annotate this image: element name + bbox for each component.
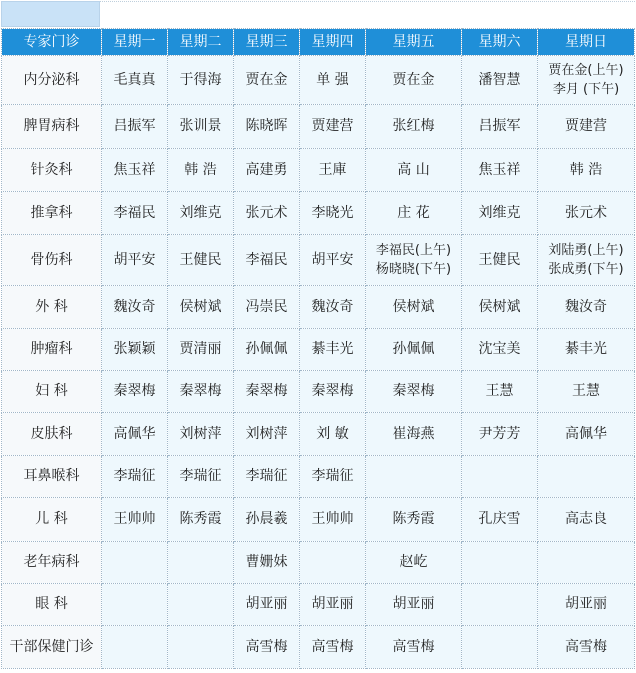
- top-gridline: [100, 1, 635, 2]
- doctor-name: 孙晨羲: [245, 511, 288, 527]
- schedule-cell-friday: [366, 105, 462, 149]
- schedule-cell-friday: [366, 192, 462, 235]
- schedule-cell-sunday: [538, 584, 635, 626]
- table-row: [2, 371, 635, 413]
- schedule-cell-wednesday: [234, 286, 300, 329]
- schedule-cell-tuesday: [168, 192, 234, 235]
- doctor-name: 魏汝奇: [565, 298, 607, 315]
- schedule-cell-friday: [366, 456, 462, 498]
- doctor-name: 胡平安: [113, 251, 156, 268]
- schedule-cell-tuesday: [168, 498, 234, 542]
- header-cell-friday: 星期五: [366, 29, 462, 56]
- schedule-cell-saturday: [462, 192, 538, 235]
- spreadsheet-top-strip: [0, 0, 636, 28]
- schedule-cell-sunday: [538, 56, 635, 105]
- schedule-cell-thursday: [300, 542, 366, 584]
- table-row: [2, 456, 635, 498]
- doctor-name: 高佩华: [113, 425, 156, 442]
- doctor-name: 李福民: [245, 251, 288, 268]
- selected-cell[interactable]: [1, 1, 100, 27]
- schedule-cell-monday: [102, 105, 168, 149]
- doctor-name: 刘维克: [478, 204, 521, 221]
- department-cell: 推拿科: [2, 192, 102, 235]
- doctor-name: 庄 花: [397, 204, 430, 221]
- schedule-cell-friday: [366, 149, 462, 192]
- schedule-cell-wednesday: [234, 498, 300, 542]
- doctor-name: 焦玉祥: [478, 161, 521, 178]
- doctor-name: 张成勇(下午): [548, 262, 624, 277]
- doctor-name: 綦丰光: [565, 341, 607, 357]
- doctor-name: 李福民: [113, 204, 156, 221]
- doctor-name: 张红梅: [392, 118, 435, 134]
- schedule-cell-thursday: [300, 584, 366, 626]
- schedule-cell-saturday: [462, 329, 538, 371]
- schedule-cell-monday: [102, 413, 168, 456]
- schedule-cell-wednesday: [234, 413, 300, 456]
- schedule-cell-sunday: [538, 329, 635, 371]
- department-cell: 妇 科: [2, 371, 102, 413]
- schedule-cell-monday: [102, 286, 168, 329]
- schedule-cell-tuesday: [168, 584, 234, 626]
- doctor-name: 刘维克: [179, 204, 222, 221]
- schedule-cell-monday: [102, 371, 168, 413]
- schedule-cell-friday: [366, 413, 462, 456]
- schedule-cell-monday: [102, 456, 168, 498]
- doctor-name: 胡亚丽: [565, 596, 607, 612]
- schedule-cell-sunday: [538, 371, 635, 413]
- schedule-cell-wednesday: [234, 192, 300, 235]
- schedule-cell-saturday: [462, 542, 538, 584]
- doctor-name: 贾在金(上午): [548, 63, 624, 78]
- doctor-name: 赵屹: [399, 554, 428, 570]
- doctor-name: 高佩华: [565, 425, 607, 442]
- doctor-name: 秦翠梅: [392, 383, 435, 399]
- doctor-name: 秦翠梅: [113, 383, 156, 399]
- doctor-name: 綦丰光: [311, 341, 354, 357]
- expert-clinic-schedule-table: [1, 28, 635, 669]
- doctor-name: 陈秀霞: [392, 511, 435, 527]
- schedule-cell-saturday: [462, 626, 538, 669]
- schedule-cell-tuesday: [168, 149, 234, 192]
- doctor-name: 张元术: [565, 204, 607, 221]
- schedule-cell-monday: [102, 149, 168, 192]
- schedule-cell-friday: [366, 286, 462, 329]
- doctor-name: 尹芳芳: [478, 425, 521, 442]
- doctor-name: 韩 浩: [184, 161, 217, 178]
- doctor-name: 王庫: [318, 161, 347, 178]
- header-row: [2, 29, 635, 56]
- schedule-cell-monday: [102, 56, 168, 105]
- table-row: [2, 542, 635, 584]
- doctor-name: 张颖颖: [113, 341, 156, 357]
- doctor-name: 胡亚丽: [311, 596, 354, 612]
- doctor-name: 秦翠梅: [311, 383, 354, 399]
- table-row: [2, 413, 635, 456]
- doctor-name: 高雪梅: [311, 638, 354, 655]
- doctor-name: 王健民: [478, 251, 521, 268]
- schedule-cell-tuesday: [168, 542, 234, 584]
- doctor-name: 焦玉祥: [113, 161, 156, 178]
- schedule-cell-sunday: [538, 626, 635, 669]
- schedule-cell-tuesday: [168, 56, 234, 105]
- doctor-name: 单 强: [316, 71, 349, 88]
- schedule-cell-tuesday: [168, 371, 234, 413]
- schedule-cell-sunday: [538, 542, 635, 584]
- department-cell: 肿瘤科: [2, 329, 102, 371]
- doctor-name: 王慧: [572, 383, 600, 399]
- schedule-cell-saturday: [462, 105, 538, 149]
- doctor-name: 高雪梅: [565, 638, 607, 655]
- schedule-body: [2, 56, 635, 669]
- doctor-name: 刘 敏: [316, 425, 349, 442]
- doctor-name: 贾在金: [392, 71, 435, 88]
- schedule-cell-friday: [366, 56, 462, 105]
- department-cell: 针灸科: [2, 149, 102, 192]
- schedule-cell-saturday: [462, 413, 538, 456]
- header-cell-sunday: 星期日: [538, 29, 635, 56]
- schedule-cell-thursday: [300, 626, 366, 669]
- table-row: [2, 626, 635, 669]
- schedule-cell-thursday: [300, 498, 366, 542]
- header-cell-tuesday: 星期二: [168, 29, 234, 56]
- doctor-name: 毛真真: [113, 71, 156, 88]
- schedule-cell-monday: [102, 235, 168, 286]
- department-cell: 皮肤科: [2, 413, 102, 456]
- doctor-name: 李瑞征: [179, 468, 222, 484]
- doctor-name: 高建勇: [245, 161, 288, 178]
- schedule-cell-sunday: [538, 413, 635, 456]
- doctor-name: 胡平安: [311, 251, 354, 268]
- schedule-cell-tuesday: [168, 329, 234, 371]
- schedule-cell-tuesday: [168, 626, 234, 669]
- header-cell-saturday: 星期六: [462, 29, 538, 56]
- schedule-cell-friday: [366, 542, 462, 584]
- doctor-name: 王慧: [485, 383, 514, 399]
- schedule-cell-sunday: [538, 286, 635, 329]
- table-row: [2, 498, 635, 542]
- schedule-cell-sunday: [538, 235, 635, 286]
- doctor-name: 李晓光: [311, 204, 354, 221]
- schedule-cell-saturday: [462, 498, 538, 542]
- schedule-cell-saturday: [462, 235, 538, 286]
- schedule-cell-tuesday: [168, 235, 234, 286]
- department-cell: 耳鼻喉科: [2, 456, 102, 498]
- doctor-name: 吕振军: [478, 118, 521, 134]
- table-row: [2, 235, 635, 286]
- department-cell: 眼 科: [2, 584, 102, 626]
- doctor-name: 魏汝奇: [311, 298, 354, 315]
- table-row: [2, 286, 635, 329]
- schedule-cell-tuesday: [168, 456, 234, 498]
- schedule-cell-thursday: [300, 413, 366, 456]
- table-row: [2, 149, 635, 192]
- doctor-name: 王帅帅: [311, 511, 354, 527]
- schedule-cell-thursday: [300, 56, 366, 105]
- department-cell: 老年病科: [2, 542, 102, 584]
- table-row: [2, 56, 635, 105]
- schedule-cell-wednesday: [234, 329, 300, 371]
- schedule-cell-monday: [102, 329, 168, 371]
- schedule-cell-tuesday: [168, 286, 234, 329]
- doctor-name: 李月 (下午): [552, 82, 620, 97]
- schedule-cell-tuesday: [168, 105, 234, 149]
- doctor-name: 李瑞征: [311, 468, 354, 484]
- doctor-name: 曹姗妹: [245, 554, 288, 570]
- department-cell: 干部保健门诊: [2, 626, 102, 669]
- doctor-name: 崔海燕: [392, 425, 435, 442]
- doctor-name: 秦翠梅: [245, 383, 288, 399]
- doctor-name: 潘智慧: [478, 71, 521, 88]
- doctor-name: 高雪梅: [245, 638, 288, 655]
- doctor-name: 侯树斌: [392, 298, 435, 315]
- doctor-name: 张元术: [245, 204, 288, 221]
- schedule-cell-wednesday: [234, 149, 300, 192]
- doctor-name: 侯树斌: [478, 298, 521, 315]
- doctor-name: 陈晓晖: [245, 118, 288, 134]
- doctor-name: 沈宝美: [478, 341, 521, 357]
- schedule-cell-thursday: [300, 456, 366, 498]
- schedule-cell-monday: [102, 192, 168, 235]
- schedule-cell-friday: [366, 371, 462, 413]
- schedule-cell-sunday: [538, 498, 635, 542]
- doctor-name: 贾清丽: [179, 341, 222, 357]
- doctor-name: 贾在金: [245, 71, 288, 88]
- schedule-cell-friday: [366, 329, 462, 371]
- doctor-name: 贾建营: [565, 118, 607, 134]
- doctor-name: 王健民: [179, 251, 222, 268]
- table-row: [2, 329, 635, 371]
- doctor-name: 孙佩佩: [245, 341, 288, 357]
- schedule-cell-saturday: [462, 286, 538, 329]
- doctor-name: 胡亚丽: [245, 596, 288, 612]
- schedule-cell-wednesday: [234, 626, 300, 669]
- schedule-cell-saturday: [462, 371, 538, 413]
- schedule-cell-sunday: [538, 149, 635, 192]
- schedule-cell-wednesday: [234, 371, 300, 413]
- doctor-name: 陈秀霞: [179, 511, 222, 527]
- table-row: [2, 584, 635, 626]
- schedule-cell-wednesday: [234, 456, 300, 498]
- header-cell-dept: 专家门诊: [2, 29, 102, 56]
- department-cell: 脾胃病科: [2, 105, 102, 149]
- department-cell: 内分泌科: [2, 56, 102, 105]
- doctor-name: 高志良: [565, 511, 607, 527]
- schedule-cell-monday: [102, 584, 168, 626]
- schedule-cell-saturday: [462, 56, 538, 105]
- schedule-cell-thursday: [300, 286, 366, 329]
- doctor-name: 韩 浩: [569, 161, 603, 178]
- doctor-name: 刘树萍: [179, 425, 222, 442]
- schedule-cell-thursday: [300, 105, 366, 149]
- schedule-cell-thursday: [300, 371, 366, 413]
- doctor-name: 高 山: [397, 161, 430, 178]
- doctor-name: 高雪梅: [392, 638, 435, 655]
- department-cell: 儿 科: [2, 498, 102, 542]
- schedule-cell-sunday: [538, 192, 635, 235]
- doctor-name: 张训景: [179, 118, 222, 134]
- schedule-cell-wednesday: [234, 235, 300, 286]
- doctor-name: 魏汝奇: [113, 298, 156, 315]
- doctor-name: 侯树斌: [179, 298, 222, 315]
- schedule-cell-sunday: [538, 105, 635, 149]
- header-cell-thursday: 星期四: [300, 29, 366, 56]
- header-cell-wednesday: 星期三: [234, 29, 300, 56]
- schedule-cell-monday: [102, 498, 168, 542]
- doctor-name: 于得海: [179, 71, 222, 88]
- schedule-cell-thursday: [300, 149, 366, 192]
- schedule-cell-thursday: [300, 329, 366, 371]
- doctor-name: 李福民(上午): [375, 243, 452, 258]
- doctor-name: 贾建营: [311, 118, 354, 134]
- doctor-name: 李瑞征: [245, 468, 288, 484]
- doctor-name: 冯崇民: [245, 298, 288, 315]
- doctor-name: 刘树萍: [245, 425, 288, 442]
- schedule-cell-wednesday: [234, 56, 300, 105]
- schedule-cell-friday: [366, 584, 462, 626]
- doctor-name: 王帅帅: [113, 511, 156, 527]
- doctor-name: 吕振军: [113, 118, 156, 134]
- doctor-name: 杨晓晓(下午): [375, 262, 452, 277]
- schedule-cell-tuesday: [168, 413, 234, 456]
- schedule-cell-sunday: [538, 456, 635, 498]
- department-cell: 外 科: [2, 286, 102, 329]
- doctor-name: 胡亚丽: [392, 596, 435, 612]
- doctor-name: 李瑞征: [113, 468, 156, 484]
- doctor-name: 刘陆勇(上午): [548, 243, 624, 258]
- schedule-cell-thursday: [300, 235, 366, 286]
- schedule-cell-monday: [102, 626, 168, 669]
- schedule-cell-friday: [366, 626, 462, 669]
- schedule-cell-saturday: [462, 456, 538, 498]
- department-cell: 骨伤科: [2, 235, 102, 286]
- schedule-cell-saturday: [462, 149, 538, 192]
- table-row: [2, 105, 635, 149]
- schedule-cell-wednesday: [234, 105, 300, 149]
- header-cell-monday: 星期一: [102, 29, 168, 56]
- doctor-name: 孔庆雪: [478, 511, 521, 527]
- doctor-name: 孙佩佩: [392, 341, 435, 357]
- schedule-cell-wednesday: [234, 542, 300, 584]
- doctor-name: 秦翠梅: [179, 383, 222, 399]
- schedule-cell-friday: [366, 235, 462, 286]
- schedule-cell-friday: [366, 498, 462, 542]
- schedule-cell-wednesday: [234, 584, 300, 626]
- schedule-cell-thursday: [300, 192, 366, 235]
- schedule-cell-saturday: [462, 584, 538, 626]
- table-row: [2, 192, 635, 235]
- schedule-cell-monday: [102, 542, 168, 584]
